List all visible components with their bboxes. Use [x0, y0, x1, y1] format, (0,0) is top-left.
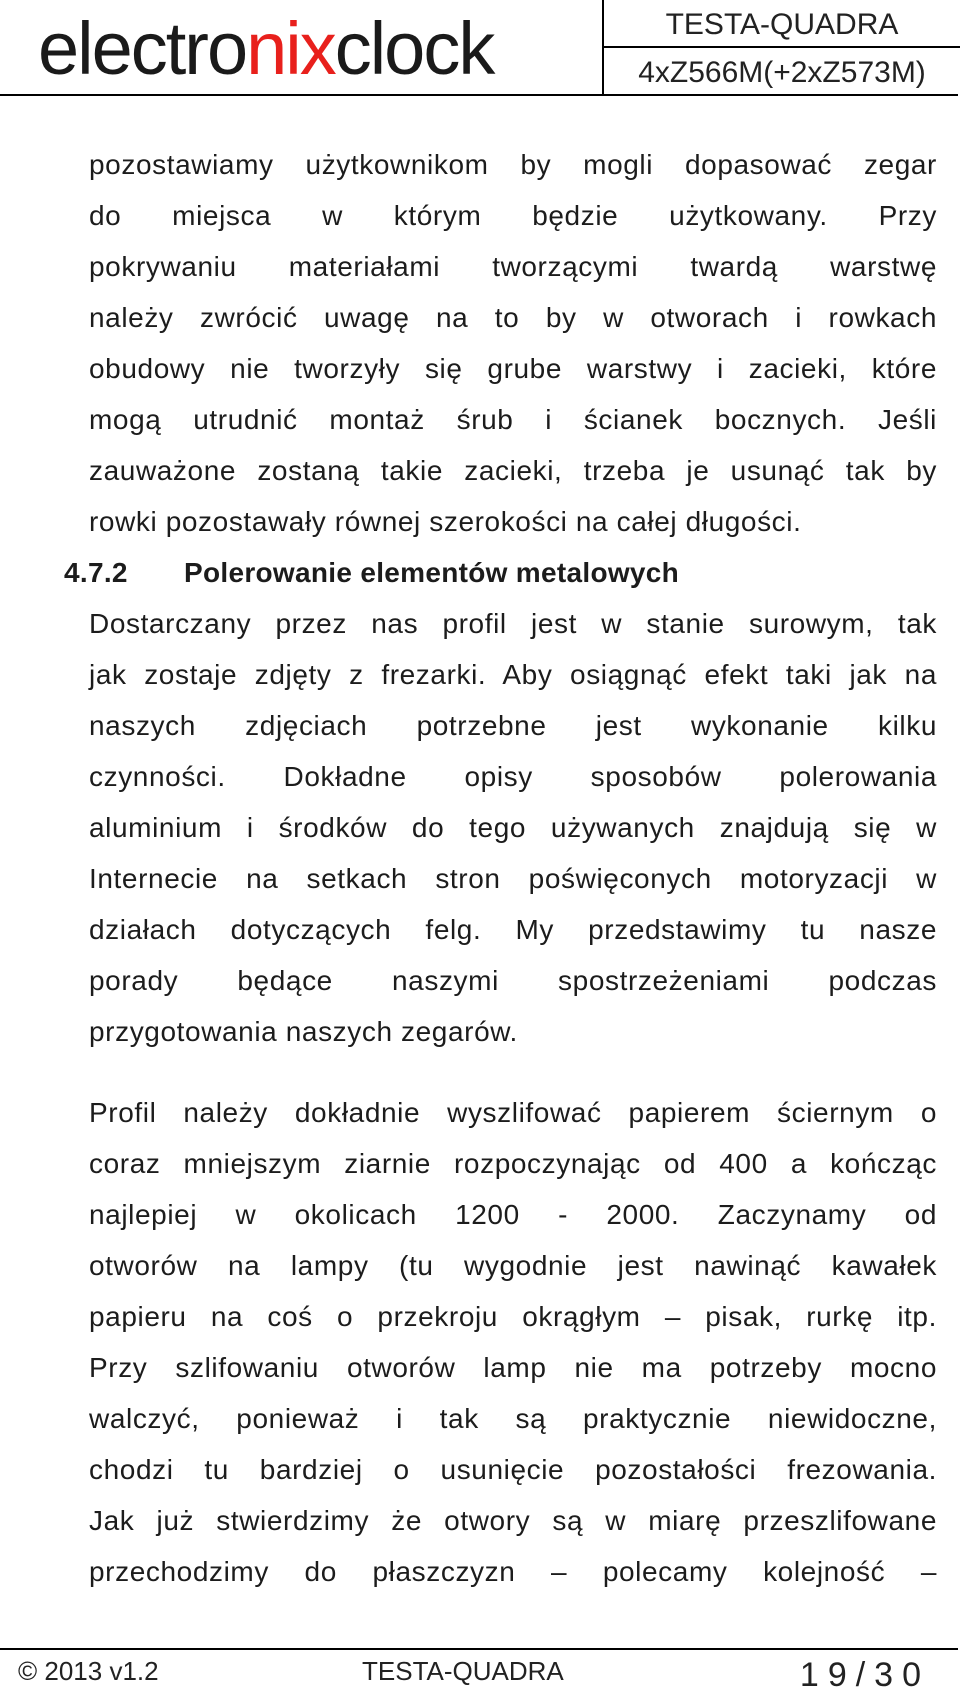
footer-divider: [0, 1648, 958, 1650]
page-footer: [0, 1648, 960, 1694]
text-line: Dostarczany przez nas profil jest w stanie surowym, tak: [89, 608, 937, 639]
footer-product: TESTA-QUADRA: [362, 1656, 564, 1686]
section-number: 4.7.2: [64, 557, 128, 588]
paragraph-sanding: [89, 1087, 937, 1597]
text-line: pozostawiamy użytkownikom by mogli dopasować zegar: [89, 149, 937, 180]
text-line: do miejsca w którym będzie użytkowany. Przy: [89, 200, 937, 231]
logo-text-clock: clock: [334, 7, 494, 90]
text-line: aluminium i środków do tego używanych znajdują się w: [89, 812, 937, 843]
text-line: walczyć, ponieważ i tak są praktycznie niewidoczne,: [89, 1403, 937, 1434]
logo-text-electro: electro: [38, 7, 247, 90]
text-line: przygotowania naszych zegarów.: [89, 1016, 518, 1047]
text-line: porady będące naszymi spostrzeżeniami podczas: [89, 965, 937, 996]
text-line: otworów na lampy (tu wygodnie jest nawinąć kawałek: [89, 1250, 937, 1281]
text-line: obudowy nie tworzyły się grube warstwy i zacieki, które: [89, 353, 937, 384]
page-header: [0, 0, 960, 96]
paragraph-finishing: [89, 139, 937, 547]
paragraph-gap: [89, 1057, 937, 1087]
text-line: zauważone zostaną takie zacieki, trzeba je usunąć tak by: [89, 455, 937, 486]
text-line: należy zwrócić uwagę na to by w otworach i rowkach: [89, 302, 937, 333]
document-body: [64, 139, 937, 1597]
text-line: przechodzimy do płaszczyzn – polecamy kolejność –: [89, 1556, 937, 1587]
text-line: papieru na coś o przekroju okrągłym – pisak, rurkę itp.: [89, 1301, 937, 1332]
text-line: naszych zdjęciach potrzebne jest wykonanie kilku: [89, 710, 937, 741]
model-tubes: 4xZ566M(+2xZ573M): [638, 56, 926, 89]
text-line: Przy szlifowaniu otworów lamp nie ma potrzeby mocno: [89, 1352, 937, 1383]
section-title: Polerowanie elementów metalowych: [184, 557, 680, 588]
logo-text-nix: nix: [246, 7, 335, 90]
footer-copyright: © 2013 v1.2: [18, 1656, 159, 1686]
text-line: mogą utrudnić montaż śrub i ścianek bocznych. Jeśli: [89, 404, 937, 435]
section-heading: [64, 547, 937, 598]
text-line: działach dotyczących felg. My przedstawimy tu nasze: [89, 914, 937, 945]
text-line: rowki pozostawały równej szerokości na całej długości.: [89, 506, 802, 537]
model-box: [602, 0, 960, 94]
paragraph-polishing-intro: [89, 598, 937, 1057]
text-line: jak zostaje zdjęty z frezarki. Aby osiągnąć efekt taki jak na: [89, 659, 937, 690]
text-line: Jak już stwierdzimy że otwory są w miarę przeszlifowane: [89, 1505, 937, 1536]
model-name: TESTA-QUADRA: [604, 0, 960, 48]
text-line: czynności. Dokładne opisy sposobów polerowania: [89, 761, 937, 792]
text-line: chodzi tu bardziej o usunięcie pozostałości frezowania.: [89, 1454, 937, 1485]
text-line: najlepiej w okolicach 1200 - 2000. Zaczynamy od: [89, 1199, 937, 1230]
text-line: Profil należy dokładnie wyszlifować papierem ściernym o: [89, 1097, 937, 1128]
electronixclock-logo: [38, 4, 493, 94]
page-number: 19/30: [799, 1656, 930, 1694]
header-divider: [0, 94, 958, 96]
text-line: pokrywaniu materiałami tworzącymi twardą warstwę: [89, 251, 937, 282]
text-line: Internecie na setkach stron poświęconych motoryzacji w: [89, 863, 937, 894]
text-line: coraz mniejszym ziarnie rozpoczynając od 400 a kończąc: [89, 1148, 937, 1179]
